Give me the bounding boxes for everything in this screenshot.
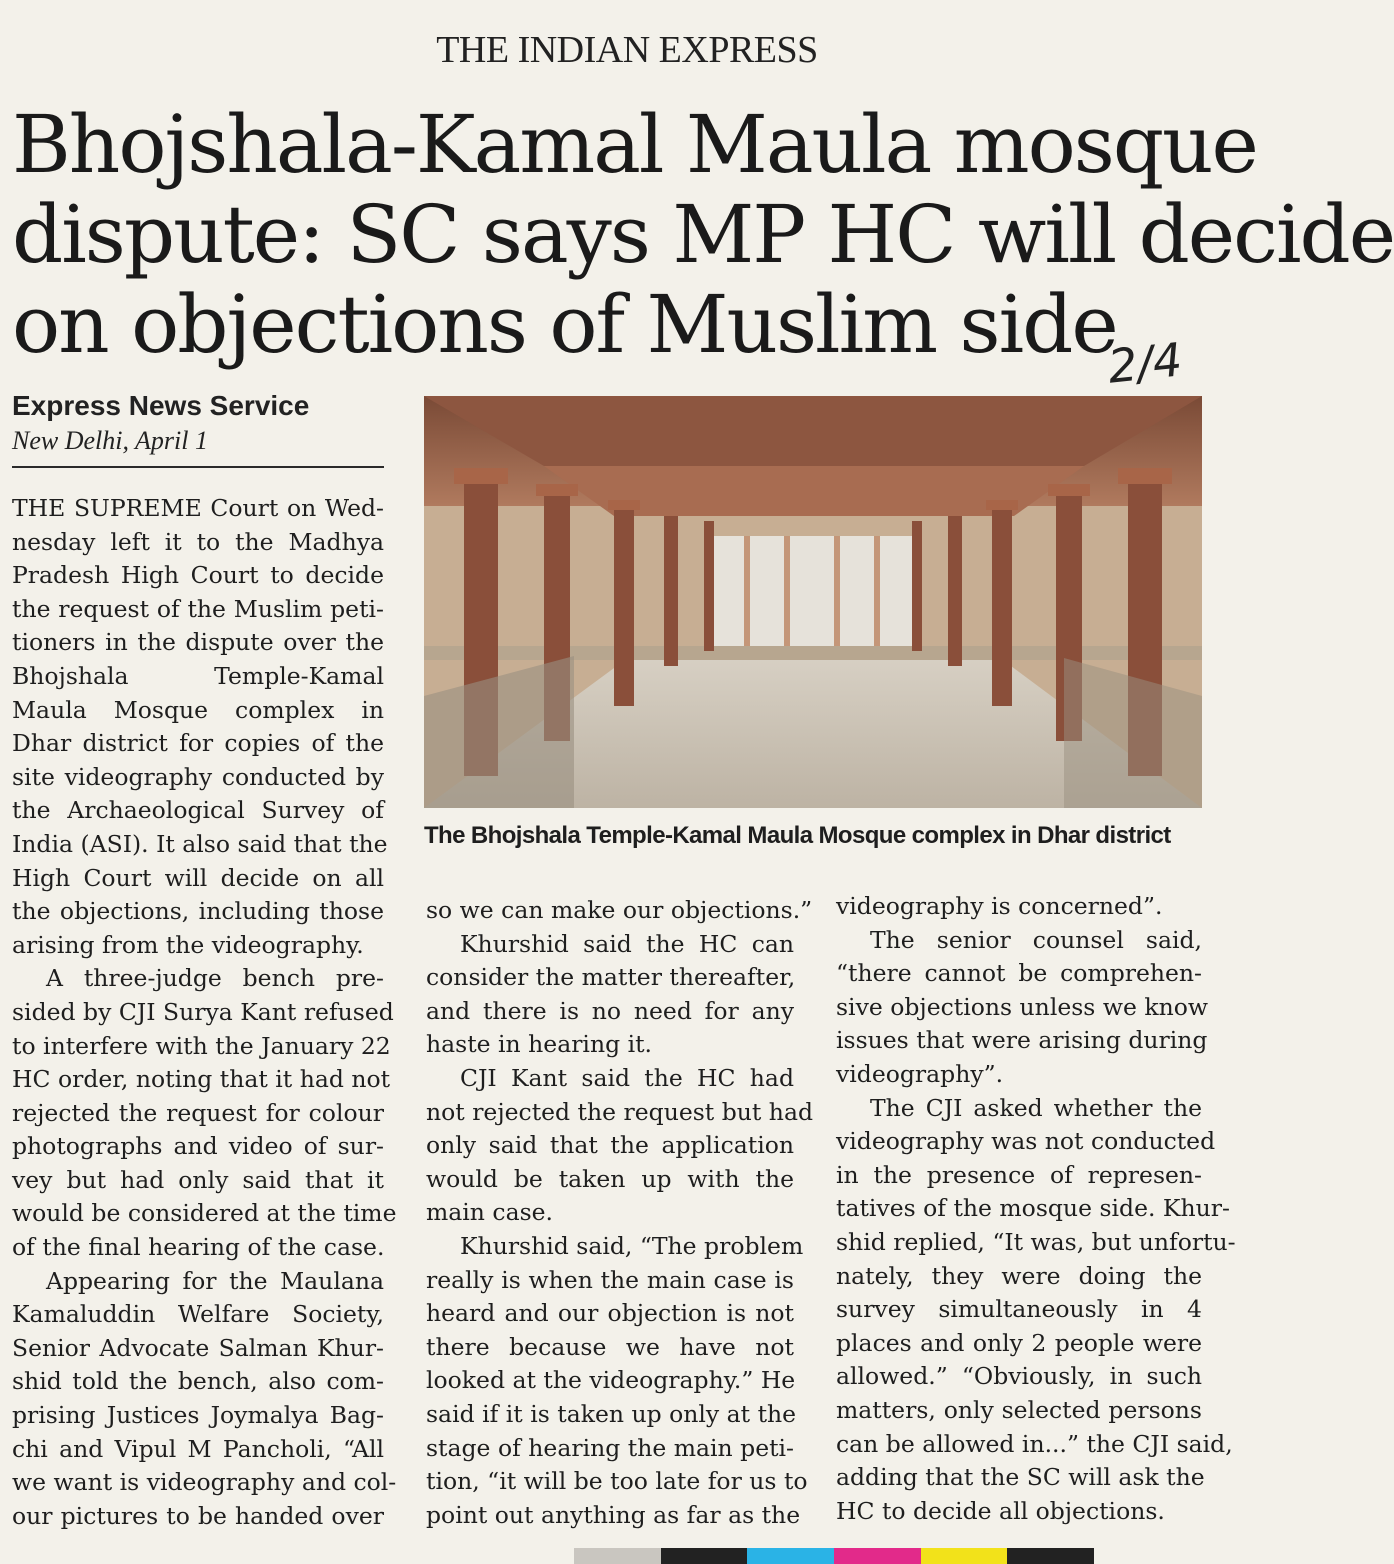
text-line: looked at the videography.” He <box>426 1366 796 1395</box>
print-mark-swatch <box>921 1548 1008 1564</box>
text-line: point out anything as far as the <box>426 1500 801 1529</box>
text-line: nately, they were doing the <box>836 1261 1202 1290</box>
text-line: Senior Advocate Salman Khur- <box>12 1333 384 1362</box>
text-line: THE SUPREME Court on Wed- <box>12 494 384 522</box>
text-line: not rejected the request but had <box>426 1097 813 1126</box>
text-line: Bhojshala Temple-Kamal <box>12 661 384 690</box>
article-column-1 <box>12 492 397 1533</box>
text-line: Appearing for the Maulana <box>46 1266 384 1295</box>
text-line: tatives of the mosque side. Khur- <box>836 1194 1230 1223</box>
text-line: videography”. <box>836 1059 1004 1088</box>
text-line: Maula Mosque complex in <box>12 695 384 724</box>
text-line: said if it is taken up only at the <box>426 1399 797 1428</box>
text-line: haste in hearing it. <box>426 1030 653 1059</box>
text-line: HC to decide all objections. <box>836 1496 1165 1525</box>
text-line: in the presence of represen- <box>836 1160 1202 1189</box>
dateline: New Delhi, April 1 <box>12 426 208 455</box>
text-line: videography is concerned”. <box>836 892 1163 920</box>
text-line: The CJI asked whether the <box>870 1093 1202 1122</box>
text-line: our pictures to be handed over <box>12 1501 384 1530</box>
text-line: “there cannot be comprehen- <box>836 959 1202 988</box>
text-line: places and only 2 people were <box>836 1328 1202 1357</box>
text-line: consider the matter thereafter, <box>426 963 796 992</box>
text-line: main case. <box>426 1198 554 1227</box>
text-line: tioners in the dispute over the <box>12 628 384 657</box>
text-line: Khurshid said, “The problem <box>460 1231 804 1260</box>
print-mark-swatch <box>834 1548 921 1564</box>
temple-hall-illustration <box>424 396 1202 808</box>
text-line: The senior counsel said, <box>870 925 1202 954</box>
headline-line-1: Bhojshala-Kamal Maula mosque <box>12 98 1257 191</box>
text-line: heard and our objection is not <box>426 1299 794 1328</box>
headline-line-3: on objections of Muslim side <box>12 278 1117 371</box>
print-registration-marks <box>574 1548 1094 1564</box>
text-line: shid replied, “It was, but unfortu- <box>836 1227 1236 1256</box>
text-line: photographs and video of sur- <box>12 1132 384 1161</box>
text-line: chi and Vipul M Pancholi, “All <box>12 1434 384 1463</box>
text-line: and there is no need for any <box>426 996 794 1025</box>
text-line: Khurshid said the HC can <box>460 929 794 958</box>
text-line: videography was not conducted <box>836 1127 1216 1156</box>
text-line: vey but had only said that it <box>12 1165 384 1194</box>
text-line: matters, only selected persons <box>836 1395 1202 1424</box>
headline <box>12 98 1394 371</box>
text-line: Pradesh High Court to decide <box>12 561 384 590</box>
handwritten-date-note: 2/4 <box>1105 332 1185 394</box>
text-line: would be considered at the time <box>12 1199 397 1228</box>
text-line: can be allowed in...” the CJI said, <box>836 1429 1233 1458</box>
text-line: adding that the SC will ask the <box>836 1463 1205 1492</box>
text-line: rejected the request for colour <box>12 1098 384 1127</box>
text-line: would be taken up with the <box>426 1164 794 1193</box>
text-line: Dhar district for copies of the <box>12 729 384 758</box>
text-line: shid told the bench, also com- <box>12 1367 384 1396</box>
text-line: sive objections unless we know <box>836 992 1208 1021</box>
text-line: to interfere with the January 22 <box>12 1031 391 1060</box>
masthead: THE INDIAN EXPRESS <box>436 29 818 71</box>
text-line: site videography conducted by <box>12 762 384 791</box>
print-mark-swatch <box>747 1548 834 1564</box>
text-line: issues that were arising during <box>836 1026 1208 1055</box>
headline-line-2: dispute: SC says MP HC will decide <box>12 188 1394 281</box>
text-line: sided by CJI Surya Kant refused <box>12 997 394 1026</box>
text-line: High Court will decide on all <box>12 863 384 892</box>
text-line: HC order, noting that it had not <box>12 1065 391 1094</box>
text-line: nesday left it to the Madhya <box>12 527 384 556</box>
text-line: the request of the Muslim peti- <box>12 594 384 623</box>
text-line: the Archaeological Survey of <box>12 796 384 825</box>
print-mark-swatch <box>1007 1548 1094 1564</box>
text-line: allowed.” “Obviously, in such <box>836 1362 1202 1391</box>
text-line: so we can make our objections.” <box>426 896 813 924</box>
print-mark-swatch <box>661 1548 748 1564</box>
text-line: stage of hearing the main peti- <box>426 1433 794 1462</box>
text-line: really is when the main case is <box>426 1265 794 1294</box>
text-line: the objections, including those <box>12 897 384 926</box>
text-line: prising Justices Joymalya Bag- <box>12 1401 384 1430</box>
text-line: CJI Kant said the HC had <box>460 1063 794 1092</box>
text-line: only said that the application <box>426 1131 794 1160</box>
text-line: A three-judge bench pre- <box>46 964 384 993</box>
article-column-2 <box>426 894 813 1532</box>
text-line: of the final hearing of the case. <box>12 1233 385 1262</box>
text-line: survey simultaneously in 4 <box>836 1295 1202 1324</box>
article-column-3 <box>836 890 1236 1528</box>
article-photo <box>424 396 1202 808</box>
byline: Express News Service <box>12 390 310 421</box>
text-line: there because we have not <box>426 1332 794 1361</box>
photo-caption: The Bhojshala Temple-Kamal Maula Mosque complex in Dhar district <box>424 822 1171 849</box>
text-line: tion, “it will be too late for us to <box>426 1467 808 1496</box>
text-line: arising from the videography. <box>12 930 364 959</box>
text-line: Kamaluddin Welfare Society, <box>12 1300 384 1329</box>
byline-divider <box>12 466 384 468</box>
text-line: India (ASI). It also said that the <box>12 829 388 858</box>
text-line: we want is videography and col- <box>12 1468 397 1497</box>
print-mark-swatch <box>574 1548 661 1564</box>
